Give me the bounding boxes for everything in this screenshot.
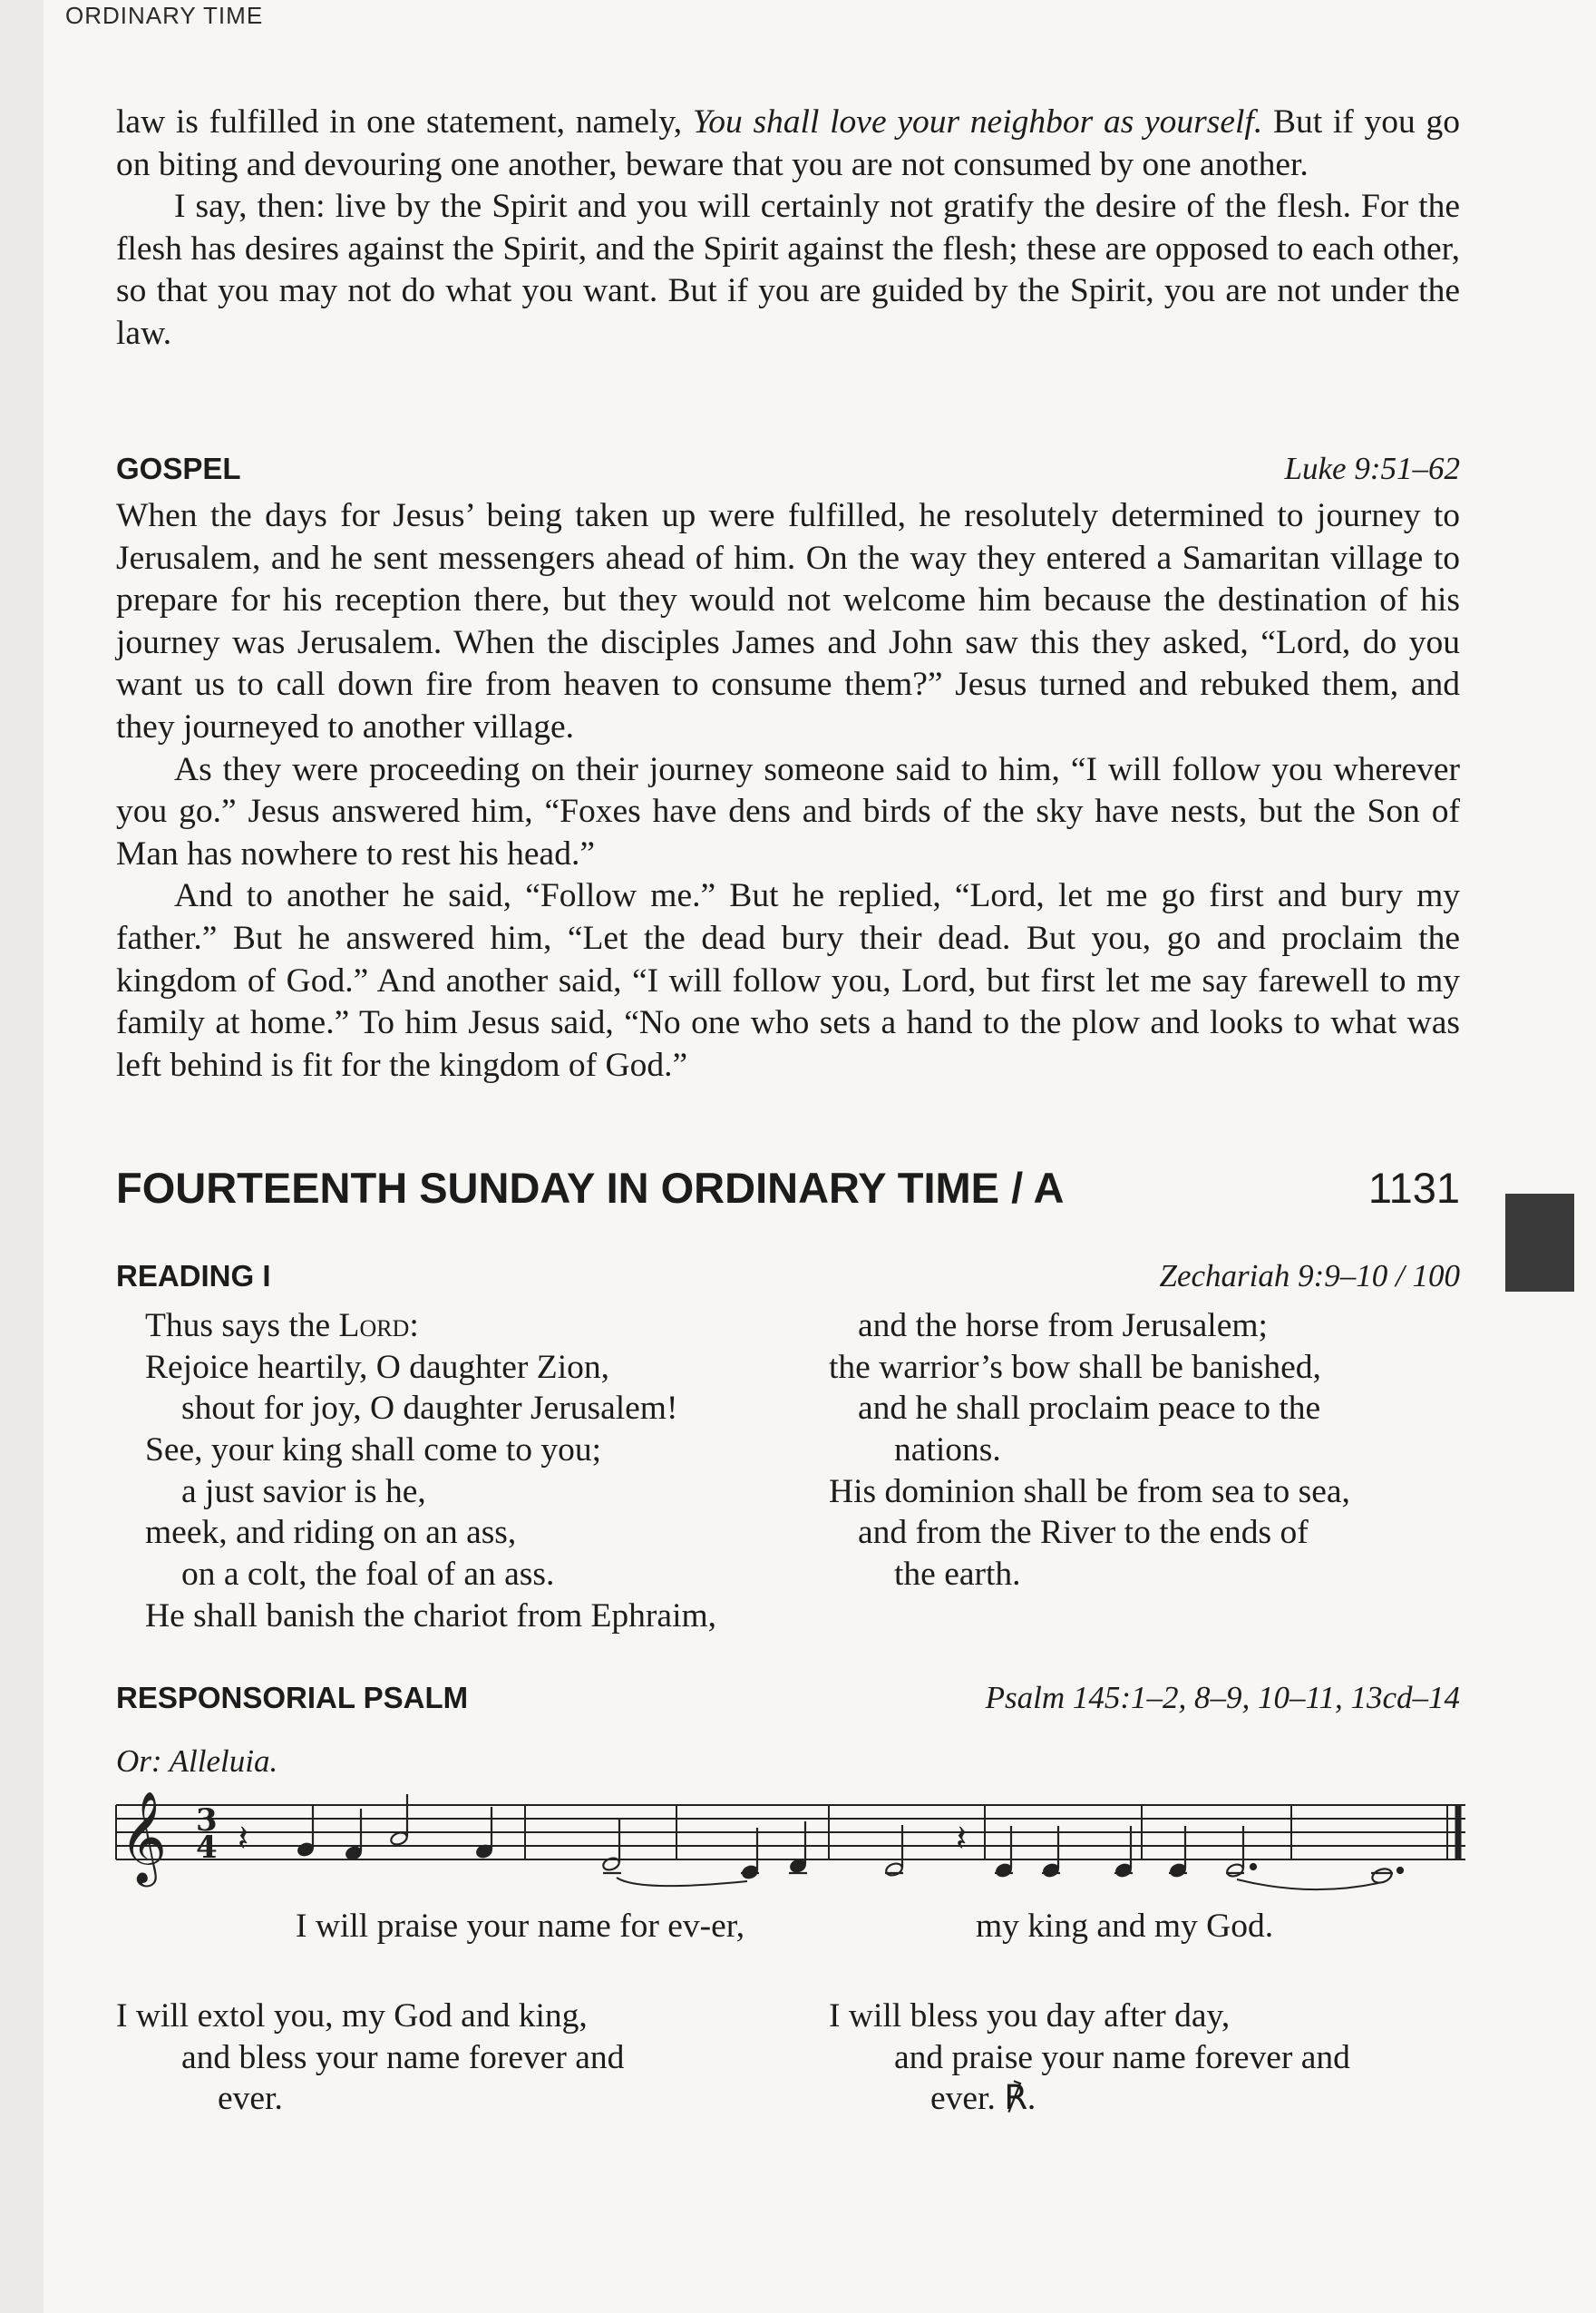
reading1-line: See, your king shall come to you; [145,1431,602,1469]
page-edge-shade [0,0,44,2313]
slurs [617,1878,1378,1889]
psalm-verse-line: ever. [218,2080,283,2118]
reading1-citation: Zechariah 9:9–10 / 100 [1159,1258,1460,1293]
psalm-verse-line: and praise your name forever and [894,2038,1350,2076]
psalm-verse-line: I will extol you, my God and king, [116,1997,588,2035]
reading1-heading [116,1258,1460,1303]
psalm-label: RESPONSORIAL PSALM [116,1681,469,1714]
running-head: ORDINARY TIME [65,2,264,29]
reading1-line: meek, and riding on an ass, [145,1514,517,1552]
time-signature-top: 3 [196,1802,218,1839]
reading1-line: and he shall proclaim peace to the [858,1390,1321,1428]
epistle-paragraph-2: I say, then: live by the Spirit and you will certainly not gratify the desire of the flesh. For the flesh has desires against the Spirit, and the Spirit against the flesh; these are opposed to each other, so that you may not do what you want. But if you are guided by the Spirit, you are not under the law. [116,188,1460,352]
gospel-text [116,495,1460,1087]
refrain-music-staff [112,1780,1469,1907]
psalm-heading [116,1680,1460,1725]
epistle-paragraph-1: law is fulfilled in one statement, namely, You shall love your neighbor as yourself. But if you go on biting and devouring one another, beware that you are not consumed by one another. [116,103,1461,183]
reading1-line: shout for joy, O daughter Jerusalem! [181,1390,678,1428]
treble-clef-icon: 𝄞 [120,1790,168,1883]
reading1-line: the earth. [894,1556,1021,1594]
psalm-verse-line: I will bless you day after day, [829,1997,1231,2035]
psalm-verse-line: and bless your name forever and [181,2038,625,2076]
epistle-continuation [116,102,1460,356]
reading1-line: and from the River to the ends of [858,1514,1309,1552]
section-tab-marker [1505,1194,1574,1292]
reading1-line: the warrior’s bow shall be banished, [829,1348,1321,1386]
gospel-label: GOSPEL [116,452,241,485]
gospel-paragraph-2: As they were proceeding on their journey someone said to him, “I will follow you wherever you go.” Jesus answered him, “Foxes have dens and birds of the sky have nests, but the Son of Man has nowhere to rest his head.” [116,750,1460,873]
quarter-rest-icon: 𝄽 [238,1818,249,1859]
reading1-line: He shall banish the chariot from Ephraim, [145,1596,717,1635]
psalm-verse-left [116,1996,624,2120]
refrain-notes [297,1794,1403,1885]
reading1-line: Rejoice heartily, O daughter Zion, [145,1348,609,1386]
refrain-lyric-1: I will praise your name for ev-er, [296,1908,745,1945]
time-signature-bottom: 4 [196,1830,218,1866]
refrain-lyric-2: my king and my God. [976,1908,1274,1945]
reading1-line: a just savior is he, [181,1472,426,1510]
or-alleluia: Or: Alleluia. [116,1743,278,1779]
day-number: 1131 [1367,1164,1460,1212]
reading1-label: READING I [116,1259,271,1293]
reading1-line: nations. [894,1431,1001,1469]
day-heading [116,1163,1460,1226]
gospel-citation: Luke 9:51–62 [1284,451,1460,486]
reading1-column-left [116,1305,716,1637]
reading1-line: Thus says the Lord: [145,1307,419,1344]
gospel-paragraph-1: When the days for Jesus’ being taken up were fulfilled, he resolutely determined to journey to Jerusalem, and he sent messengers ahead of him. On the way they entered a Samaritan village to prepare for his reception there, but they would not welcome him because the destination of his journey was Jerusalem. When the disciples James and John saw this they asked, “Lord, do you want us to call down fire from heaven to consume them?” Jesus turned and rebuked them, and they journeyed to another village. [116,497,1460,746]
gospel-paragraph-3: And to another he said, “Follow me.” But he replied, “Lord, let me go first and bury my father.” But he answered him, “Let the dead bury their dead. But you, go and proclaim the kingdom of God.” And another said, “I will follow you, Lord, but first let me say farewell to my family at home.” To him Jesus said, “No one who sets a hand to the plow and looks to what was left behind is fit for the kingdom of God.” [116,877,1460,1084]
staff-lines [116,1805,1465,1859]
reading1-line: on a colt, the foal of an ass. [181,1556,555,1594]
reading1-line: and the horse from Jerusalem; [858,1307,1268,1344]
gospel-heading [116,451,1460,496]
psalm-citation: Psalm 145:1–2, 8–9, 10–11, 13cd–14 [985,1680,1460,1715]
quarter-rest-icon: 𝄽 [956,1818,968,1859]
psalm-verse-line: ever. ℟. [930,2080,1036,2118]
reading1-line: His dominion shall be from sea to sea, [829,1472,1350,1510]
psalm-verse-right [829,1996,1350,2120]
day-title: FOURTEENTH SUNDAY IN ORDINARY TIME / A [116,1164,1065,1212]
reading1-column-right [829,1305,1350,1596]
